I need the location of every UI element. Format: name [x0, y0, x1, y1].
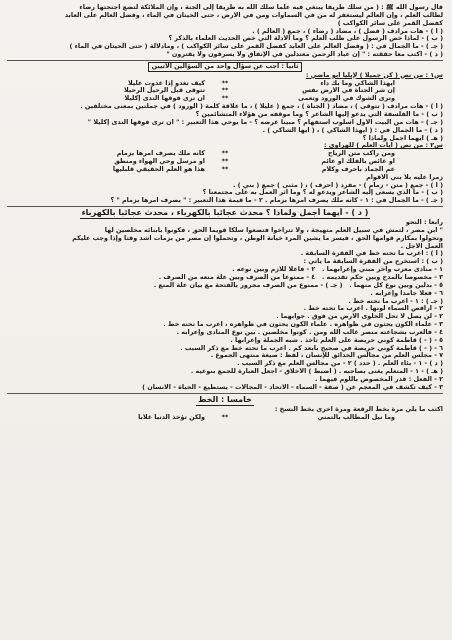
- grammar-item: ٥ - ( - ) قاطمة كوني حريصة على العلم تأخذ . شبه الجملة وإعرابها .: [230, 336, 443, 344]
- verse-row: [7, 150, 443, 158]
- grammar-question: العمل الأجل .: [400, 242, 443, 250]
- section-heading: ( د ) - أيهما أجمل ولماذا ؟ محدث عجائبا بالكهرباء ، محدث عجائبا بالكهرباء: [81, 208, 369, 218]
- verse-half: هذا هو العلم الحقيقي قلبليها: [112, 165, 205, 173]
- question-b: ( ب ) - لماذا خص الرسول على طلب العلم ؟ وما الأدلة التي خص الحديث العلماء بالذكر ؟: [168, 35, 443, 43]
- verse-half: وترى الشوك في الورود وتعمى: [298, 95, 395, 103]
- question-text: ( أ ) - هات مرادف ( تتوقى ) ، مضاد ( الجناة ) ، جمع ( عليلا ) ، ما علاقة كلمة ( الورود ) في جملتين بمعنى مختلفين .: [80, 103, 443, 111]
- verse-row: [7, 87, 443, 95]
- grammar-item: ( جـ ) : ١ - أعرب ما تحته خط .: [348, 297, 443, 305]
- verse-half: وما نيل المطالب بالتمني: [317, 413, 395, 421]
- verse-half: أو غائص بالفلك أو عائم: [321, 158, 395, 166]
- grammar-item: ٣ - كيف تكشف في المعجم عن ( صفة - السماء - الاتحاد - المجالات - يستطيع - الحياة - الانسان ): [142, 383, 443, 391]
- grammar-item: ( ب ) : استخرج من الفقرة السابقة ما يأتي :: [303, 258, 443, 266]
- grammar-item: ٦ - ( - ) قاطمة كوني حريصة في صحيح بأبعد كم . اعرب ما تحته خط مع ذكر السبب .: [180, 344, 443, 352]
- grammar-item: ٧ - مجلس العلم من مجالس الحدائق للإنسان ، لفظ : صيغة منتهى الجموع .: [210, 352, 443, 360]
- grammar-item: ٣ - مخصوصا بالمدح وبين حكم تقديمه . ٤ - ممنوعا من الصرف وبين علة منعه من الصرف .: [158, 274, 443, 281]
- star-separator: **: [221, 87, 229, 95]
- verse-row: [7, 166, 443, 174]
- section-heading: خامسا : الخط: [198, 394, 252, 404]
- verse-half: إن شر الجناة في الأرض نفس: [302, 87, 395, 95]
- question-a: ( أ ) - هات مرادف ( فضل ) ، مضاد ( رضاء ) ، جمع ( العالم ) .: [252, 27, 443, 35]
- verse-half: عم الجماد بأحرف وكلام: [321, 165, 395, 173]
- star-separator: **: [221, 95, 229, 103]
- grammar-item: ٥ - بدلين وبين نوع كل منهما . ( جـ ) - ممنوع من الصرف مجرور بالفتحة مع بيان علة المنع .: [153, 281, 443, 289]
- question-text: زمرا عليه بلا بني الأقوام: [366, 173, 443, 181]
- grammar-item: ( هـ ) - ١ - المتعلم يغنى بصاحبه . ( اضبط ) الأخلاق - اجعل العبارة للجمع بنوعيه .: [190, 368, 443, 376]
- grammar-passage: وتحولوا بمكارم قوامها الحق ، فيسر ما يشين المرء خيانة الوطن ، وتحملوا إن مصر من بزمات أشد وقتا وإذا وجب عليكم: [72, 234, 443, 242]
- divider: [7, 206, 443, 207]
- question-text: ( ب ) - ما الفلسفة التي يدعو إليها الشاعر ؟ وما موقفه من هؤلاء المتشائمين ؟: [195, 110, 443, 118]
- question-d: ( د ) - اكتب معا حققته : " إن عباد الرحمن معتدلين في الإنفاق ولا يسرفون ولا يقترون ": [166, 51, 443, 59]
- grammar-item: ٢ - أراقص السماء لونها . اعرب ما تحته خط .: [303, 305, 443, 313]
- question-c: ( جـ ) - ما الجمال في : ( وفضل العالم على العابد كفضل القمر على سائر الكواكب ) ، ومادلالة ( حتى الحيتان في الماء ): [69, 43, 443, 51]
- star-separator: **: [221, 413, 229, 421]
- hadith-line-1: قال رسول الله ﷺ : ( من سلك طريقا يبتغي فيه علما سلك الله به طريقا إلى الجنة ، وإن الملائكة لتضع أجنحتها رضاء: [79, 4, 443, 11]
- verse-half: كأنه ملك يصرف أمرها بزمام: [116, 150, 205, 158]
- question-text: ( د ) - ما الجمال في : ( أيهذا الشاكي ) ، ( أيها الشاكي ) .: [262, 126, 443, 134]
- section-heading: ثانيا : أجب عن سؤال واحد من السؤالين الآتيين: [7, 62, 443, 72]
- star-separator: **: [221, 150, 229, 158]
- question-text: ( جـ ) - هات من البيت الأول أسلوب استفهام ؟ مبينا غرضه ؟ - ما يوحي هذا التعبير : " أن ترى فوقها الندى إكليلا ": [87, 118, 443, 126]
- grammar-item: ٦ - فعلا جامدا وإعرابه .: [370, 289, 443, 297]
- grammar-question: ( أ ) : أعرب ما تحته خط في الفقرة السابقة .: [300, 250, 443, 258]
- verse-half: أيهذا الشاكي وما بك داء: [320, 79, 395, 87]
- calligraphy-verse: [7, 414, 443, 422]
- hadith-line-2: لطالب العلم ، وإن العالم ليستغفر له من في السماوات ومن في الأرض ، حتى الحيتان في الماء ، وفضل العالم على العابد: [64, 11, 443, 19]
- hadith-line-3: كفضل القمر على سائر الكواكب ): [337, 19, 443, 27]
- verse-half: ولكن تؤخذ الدنيا غلابا: [138, 413, 205, 421]
- verse-row: [7, 80, 443, 88]
- divider: [7, 393, 443, 394]
- grammar-item: ١ - منادى معرب وآخر مبني وإعرابهما . ٢ - فاعلا للازم وبين نوعه .: [232, 266, 443, 274]
- grammar-item: ( د ) - ١ - بئاء العلم . ( حدد ) ٢ - من مجالس العلم مع ذكر السبب .: [237, 360, 443, 368]
- grammar-passage: " ابن مصر ، لتمش في سبيل العلم متهيجة ، ولا تتراخوا فتضعوا سلكا قويما الحق ، فكونوا بأبنائه مخلصين لها: [104, 226, 443, 234]
- verse-half: كيف تغدو إذا غدوت عليلا: [127, 79, 205, 87]
- question-text: ( هـ ) أيهما أجمل ولماذا ؟: [362, 134, 443, 142]
- star-separator: **: [221, 158, 229, 166]
- grammar-item: ٤ - فالعرب بشجاعته منصر غالب الله ومن . كونوا مخلصين . بين نوع المنادى وإعرابه .: [176, 328, 443, 336]
- grammar-passage: رابعا : النحو: [405, 219, 443, 227]
- verse-half: أو مرسل وحي الهواء ومنطق: [114, 158, 205, 166]
- question-text: ( ب ) - ما الذي يسعى إليه الشاعر ويدعو له ؟ وما أثر العمل به على مجتمعنا ؟: [202, 189, 443, 197]
- question-text: ( أ ) - جمع ( متن - زمام ) - مفرد ( أحرف ) ، ( مثنى ) جمع ( بني ) .: [232, 181, 443, 189]
- grammar-item: ٢ - لن يصل لا تحل الحلوى الأرض من فوق . جوابهما .: [276, 313, 443, 321]
- star-separator: **: [221, 165, 229, 173]
- calligraphy-instruction: اكتب ما يلي مرة بخط الرقعة ومرة أخرى بخط النسخ :: [274, 405, 443, 413]
- star-separator: **: [221, 79, 229, 87]
- verse-half: تتوقى قبل الرحيل الرحيلا: [124, 87, 205, 95]
- verse-half: أن ترى فوقها الندى إكليلا: [124, 95, 205, 103]
- divider: [7, 60, 443, 61]
- question-1-title: س١ : من نص ( كن جميلا ) لإيليا أبو ماضي :: [305, 71, 443, 79]
- verse-half: ومن راكب متن الرياح: [328, 150, 395, 158]
- verse-row: [7, 158, 443, 166]
- question-2-title: س٢ : من نص ( آيات العلم ) للهراوي :: [324, 142, 443, 150]
- grammar-item: ٢ - الفعل : قدر المخصوص باللوم فيهما .: [315, 375, 443, 383]
- verse-row: [7, 95, 443, 103]
- grammar-item: ٣ - علماء الكون يحثون في ظواهره . علماء الكون يحثون في ظواهره ، اعرب ما تحته خط .: [163, 321, 443, 329]
- question-text: ( جـ ) - ما الجمال في : ١ - كأنه ملك يصرف أمرها بزمام . ٢ - ما قيمة هذا التعبير : " يصرف أمرها بزمام " ؟: [110, 197, 443, 205]
